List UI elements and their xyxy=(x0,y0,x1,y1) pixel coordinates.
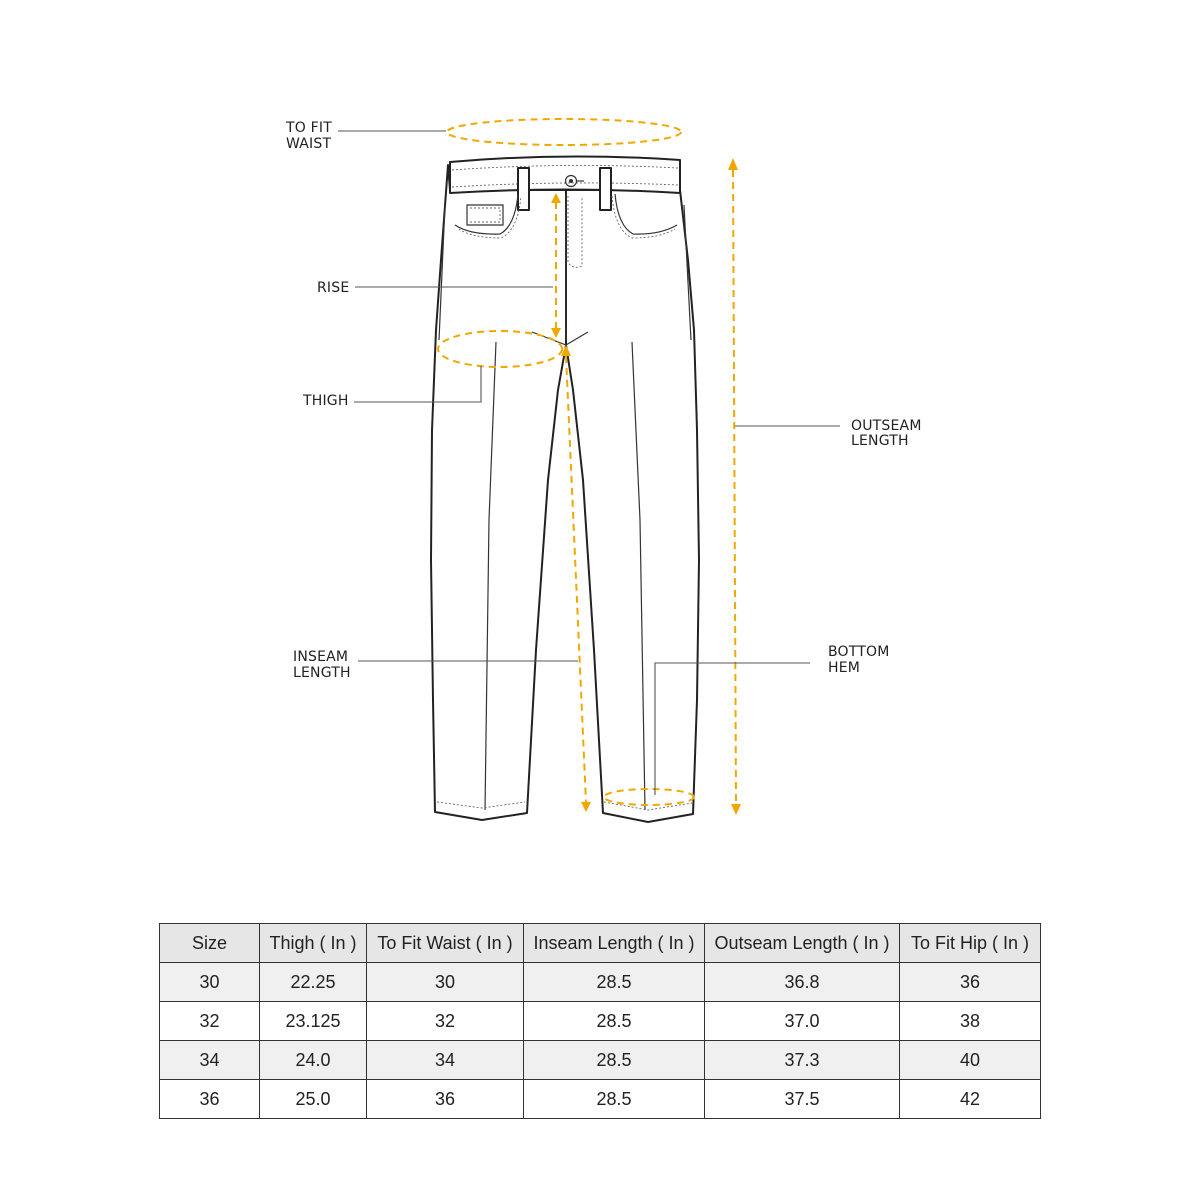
cell-thigh: 22.25 xyxy=(260,963,367,1002)
cell-outseam: 37.5 xyxy=(705,1080,900,1119)
waistband xyxy=(450,156,680,193)
size-chart-table xyxy=(159,923,1041,1119)
thigh-label: THIGH xyxy=(303,393,349,409)
header-outseam: Outseam Length ( In ) xyxy=(705,924,900,963)
cell-size: 32 xyxy=(160,1002,260,1041)
cell-waist: 32 xyxy=(367,1002,524,1041)
left-leg-outline xyxy=(431,165,566,820)
cell-hip: 40 xyxy=(900,1041,1041,1080)
cell-inseam: 28.5 xyxy=(524,1041,705,1080)
cell-hip: 36 xyxy=(900,963,1041,1002)
rise-label: RISE xyxy=(317,280,350,296)
header-inseam: Inseam Length ( In ) xyxy=(524,924,705,963)
header-waist: To Fit Waist ( In ) xyxy=(367,924,524,963)
cell-outseam: 37.3 xyxy=(705,1041,900,1080)
hem-label: BOTTOM HEM xyxy=(828,644,890,676)
cell-thigh: 23.125 xyxy=(260,1002,367,1041)
table-row xyxy=(160,963,1041,1002)
pants-illustration xyxy=(431,156,699,822)
cell-inseam: 28.5 xyxy=(524,1080,705,1119)
belt-loop-right xyxy=(600,168,611,210)
table-row xyxy=(160,1080,1041,1119)
cell-size: 34 xyxy=(160,1041,260,1080)
header-thigh: Thigh ( In ) xyxy=(260,924,367,963)
header-hip: To Fit Hip ( In ) xyxy=(900,924,1041,963)
table-row xyxy=(160,1041,1041,1080)
table-header-row xyxy=(160,924,1041,963)
cell-inseam: 28.5 xyxy=(524,963,705,1002)
header-size: Size xyxy=(160,924,260,963)
waist-measure-ellipse xyxy=(447,119,681,145)
table-row xyxy=(160,1002,1041,1041)
cell-outseam: 37.0 xyxy=(705,1002,900,1041)
waist-label: TO FIT WAIST xyxy=(286,120,332,152)
outseam-label: OUTSEAM LENGTH xyxy=(851,418,922,449)
cell-thigh: 24.0 xyxy=(260,1041,367,1080)
cell-hip: 38 xyxy=(900,1002,1041,1041)
outseam-measure-line xyxy=(733,170,736,804)
cell-waist: 34 xyxy=(367,1041,524,1080)
cell-size: 36 xyxy=(160,1080,260,1119)
right-leg-outline xyxy=(566,190,699,822)
cell-hip: 42 xyxy=(900,1080,1041,1119)
cell-thigh: 25.0 xyxy=(260,1080,367,1119)
inseam-label: INSEAM LENGTH xyxy=(293,649,351,681)
cell-waist: 30 xyxy=(367,963,524,1002)
cell-waist: 36 xyxy=(367,1080,524,1119)
cell-size: 30 xyxy=(160,963,260,1002)
cell-inseam: 28.5 xyxy=(524,1002,705,1041)
cell-outseam: 36.8 xyxy=(705,963,900,1002)
